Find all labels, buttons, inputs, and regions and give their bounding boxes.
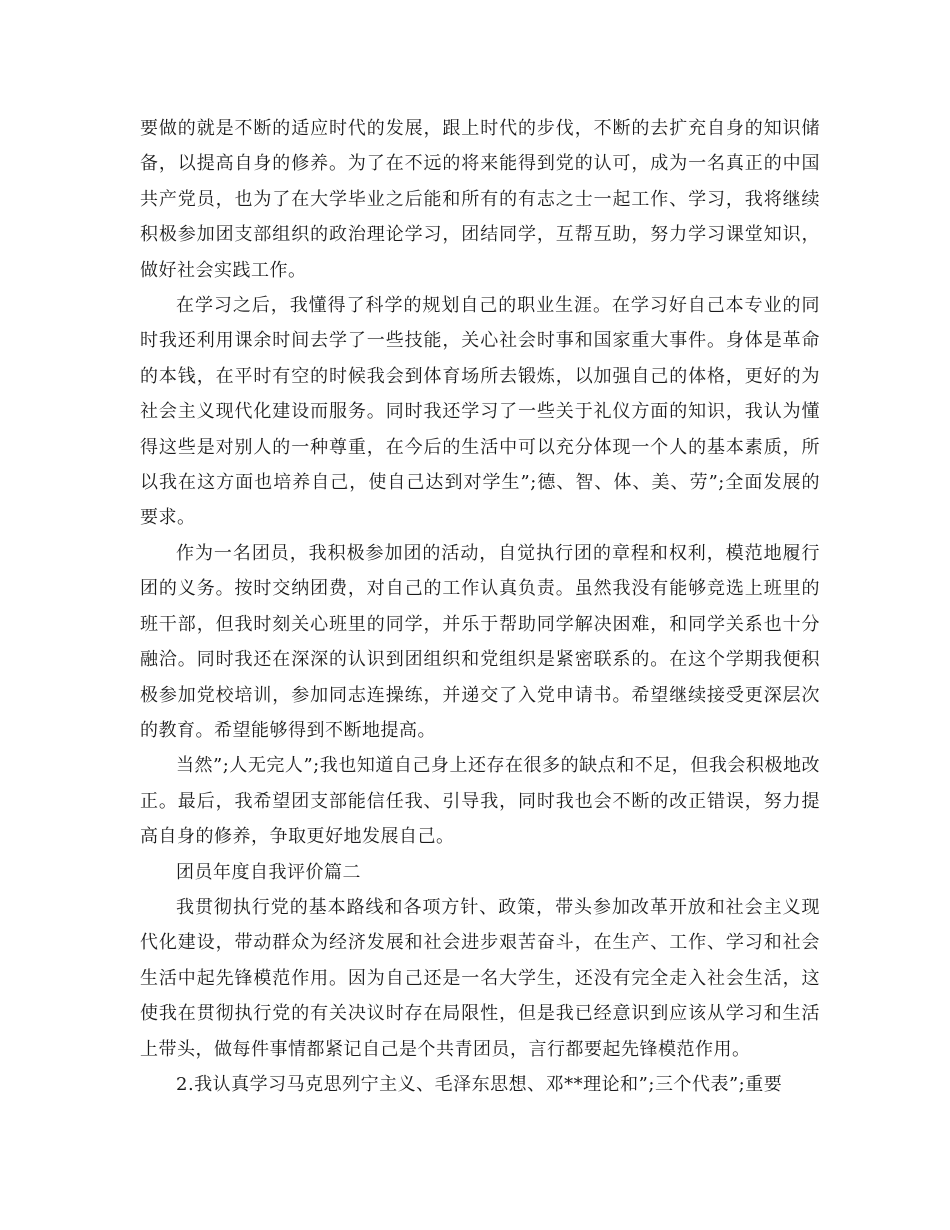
- paragraph-3: 作为一名团员，我积极参加团的活动，自觉执行团的章程和权利，模范地履行团的义务。按时交纳团费，对自己的工作认真负责。虽然我没有能够竞选上班里的班干部，但我时刻关心班里的同学，并乐于帮助同学解决困难，和同学关系也十分融洽。同时我还在深深的认识到团组织和党组织是紧密联系的。在这个学期我便积极参加党校培训，参加同志连操练，并递交了入党申请书。希望继续接受更深层次的教育。希望能够得到不断地提高。: [140, 542, 820, 741]
- paragraph-4: 当然”;人无完人”;我也知道自己身上还存在很多的缺点和不足，但我会积极地改正。最后，我希望团支部能信任我、引导我，同时我也会不断的改正错误，努力提高自身的修养，争取更好地发展自己。: [140, 755, 820, 848]
- section-heading: 团员年度自我评价篇二: [176, 861, 361, 883]
- paragraph-2: 在学习之后，我懂得了科学的规划自己的职业生涯。在学习好自己本专业的同时我还利用课余时间去学了一些技能，关心社会时事和国家重大事件。身体是革命的本钱，在平时有空的时候我会到体育场所去锻炼，以加强自己的体格，更好的为社会主义现代化建设而服务。同时我还学习了一些关于礼仪方面的知识，我认为懂得这些是对别人的一种尊重，在今后的生活中可以充分体现一个人的基本素质，所以我在这方面也培养自己，使自己达到对学生”;德、智、体、美、劳”;全面发展的要求。: [140, 295, 820, 529]
- paragraph-1: 要做的就是不断的适应时代的发展，跟上时代的步伐，不断的去扩充自身的知识储备，以提高自身的修养。为了在不远的将来能得到党的认可，成为一名真正的中国共产党员，也为了在大学毕业之后能和所有的有志之士一起工作、学习，我将继续积极参加团支部组织的政治理论学习，团结同学，互帮互助，努力学习课堂知识，做好社会实践工作。: [140, 118, 820, 281]
- paragraph-6: 2.我认真学习马克思列宁主义、毛泽东思想、邓**理论和”;三个代表”;重要: [176, 1073, 783, 1095]
- paragraph-5: 我贯彻执行党的基本路线和各项方针、政策，带头参加改革开放和社会主义现代化建设，带动群众为经济发展和社会进步艰苦奋斗，在生产、工作、学习和社会生活中起先锋模范作用。因为自己还是一名大学生，还没有完全走入社会生活，这使我在贯彻执行党的有关决议时存在局限性，但是我已经意识到应该从学习和生活上带头，做每件事情都紧记自己是个共青团员，言行都要起先锋模范作用。: [140, 896, 820, 1060]
- document-body: [140, 111, 820, 1102]
